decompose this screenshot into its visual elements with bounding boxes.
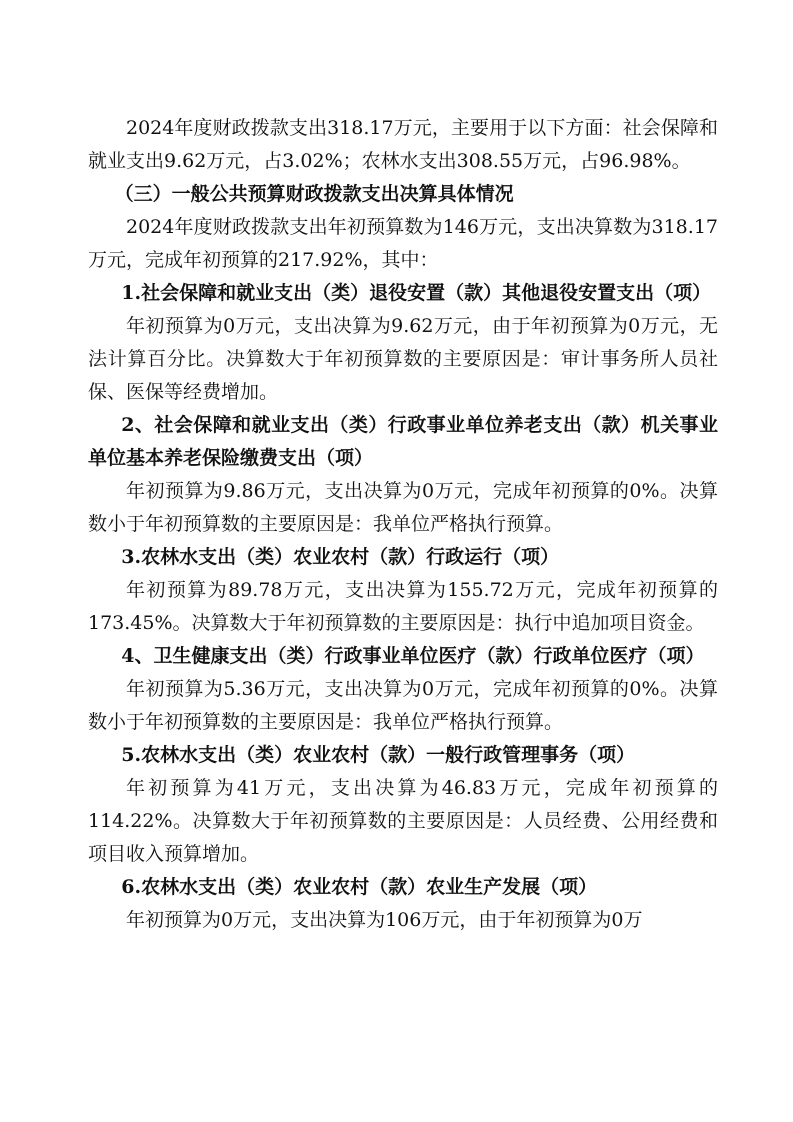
item-heading-3: 3.农林水支出（类）农业农村（款）行政运行（项） [121, 546, 560, 568]
document-page [88, 112, 718, 937]
item-heading-2: 2、社会保障和就业支出（类）行政事业单位养老支出（款）机关事业单位基本养老保险缴费支出（项） [88, 414, 718, 469]
item-heading-1: 1.社会保障和就业支出（类）退役安置（款）其他退役安置支出（项） [121, 282, 712, 304]
paragraph-expenditure-summary: 2024年度财政拨款支出318.17万元，主要用于以下方面：社会保障和就业支出9.62万元，占3.02%；农林水支出308.55万元，占96.98%。 [88, 117, 718, 172]
item-body-6: 年初预算为0万元，支出决算为106万元，由于年初预算为0万 [126, 909, 643, 931]
item-body-5: 年初预算为41万元，支出决算为46.83万元，完成年初预算的114.22%。决算数大于年初预算数的主要原因是：人员经费、公用经费和项目收入预算增加。 [88, 777, 718, 865]
item-body-4: 年初预算为5.36万元，支出决算为0万元，完成年初预算的0%。决算数小于年初预算数的主要原因是：我单位严格执行预算。 [88, 678, 718, 733]
item-body-3: 年初预算为89.78万元，支出决算为155.72万元，完成年初预算的173.45%。决算数大于年初预算数的主要原因是：执行中追加项目资金。 [88, 579, 718, 634]
paragraph-budget-overview: 2024年度财政拨款支出年初预算数为146万元，支出决算数为318.17万元，完成年初预算的217.92%，其中： [88, 216, 718, 271]
item-body-1: 年初预算为0万元，支出决算为9.62万元，由于年初预算为0万元，无法计算百分比。决算数大于年初预算数的主要原因是：审计事务所人员社保、医保等经费增加。 [88, 315, 718, 403]
item-heading-4: 4、卫生健康支出（类）行政事业单位医疗（款）行政单位医疗（项） [121, 645, 705, 667]
item-heading-6: 6.农林水支出（类）农业农村（款）农业生产发展（项） [121, 876, 598, 898]
section-heading-general-budget: （三）一般公共预算财政拨款支出决算具体情况 [114, 183, 514, 205]
item-heading-5: 5.农林水支出（类）农业农村（款）一般行政管理事务（项） [121, 744, 636, 766]
item-body-2: 年初预算为9.86万元，支出决算为0万元，完成年初预算的0%。决算数小于年初预算数的主要原因是：我单位严格执行预算。 [88, 480, 718, 535]
